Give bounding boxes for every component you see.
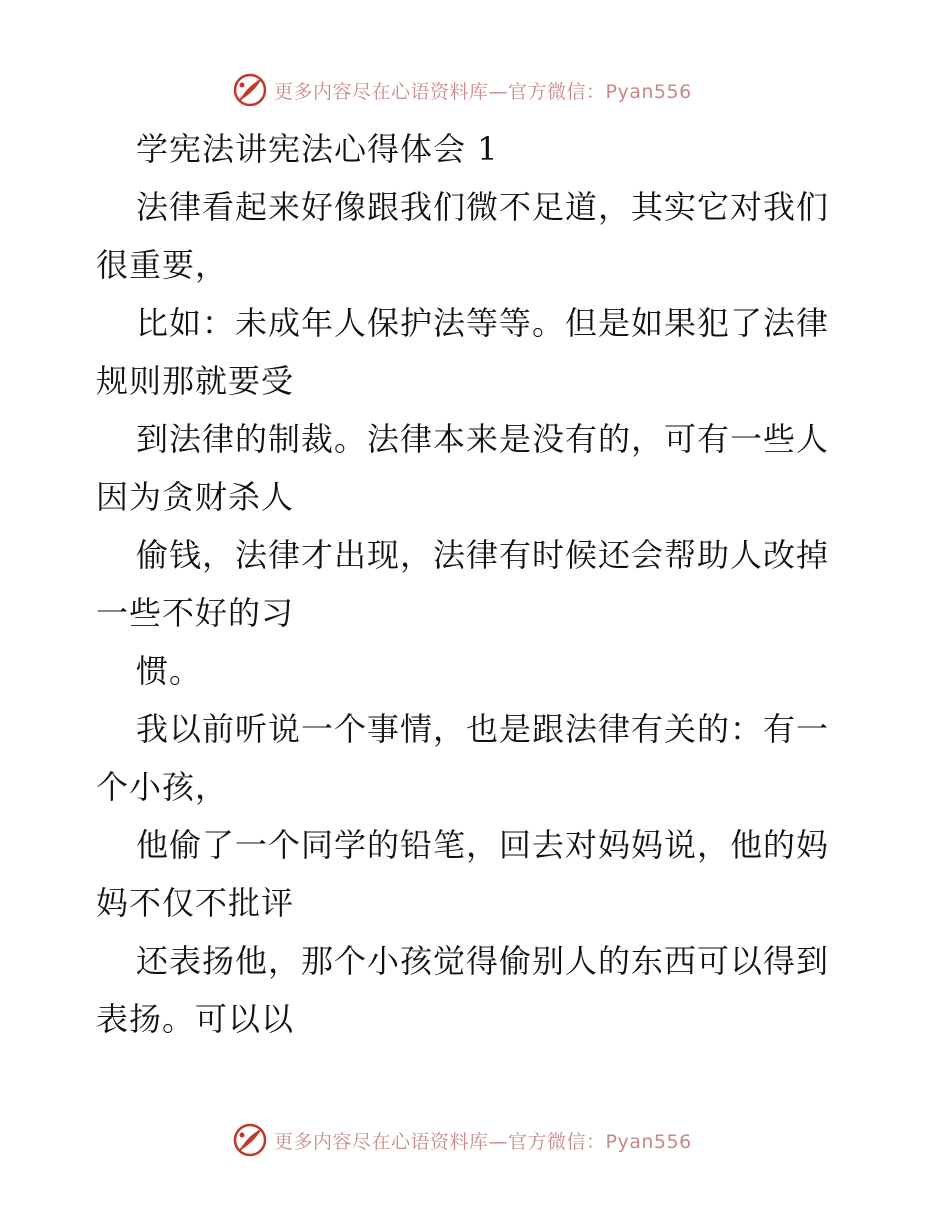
text-line: 惯。: [136, 652, 203, 690]
text-line: 我以前听说一个事情，也是跟法律有关的：有一: [136, 710, 830, 748]
text-line: 规则那就要受: [96, 362, 295, 400]
text-line: 偷钱，法律才出现，法律有时候还会帮助人改掉: [136, 536, 830, 574]
text-line: 比如：未成年人保护法等等。但是如果犯了法律: [136, 304, 830, 342]
text-line: 到法律的制裁。法律本来是没有的，可有一些人: [136, 420, 830, 458]
text-line: 法律看起来好像跟我们微不足道，其实它对我们: [136, 188, 830, 226]
document-title: 学宪法讲宪法心得体会 1: [136, 130, 499, 168]
text-line: 个小孩，: [96, 768, 229, 806]
text-line: 因为贪财杀人: [96, 478, 295, 516]
text-line: 一些不好的习: [96, 594, 295, 632]
text-line: 妈不仅不批评: [96, 884, 295, 922]
quill-pen-logo-icon: [232, 72, 268, 108]
text-line: 很重要，: [96, 246, 229, 284]
header-banner: [232, 70, 712, 110]
header-banner-text: 更多内容尽在心语资料库—官方微信：Pyan556: [274, 80, 692, 103]
text-line: 他偷了一个同学的铅笔，回去对妈妈说，他的妈: [136, 826, 830, 864]
document-body: [96, 120, 856, 1048]
quill-pen-logo-icon: [232, 1122, 268, 1158]
text-line: 还表扬他，那个小孩觉得偷别人的东西可以得到: [136, 942, 830, 980]
footer-banner-text: 更多内容尽在心语资料库—官方微信：Pyan556: [274, 1130, 692, 1153]
text-line: 表扬。可以以: [96, 1000, 295, 1038]
footer-banner: [232, 1120, 712, 1160]
